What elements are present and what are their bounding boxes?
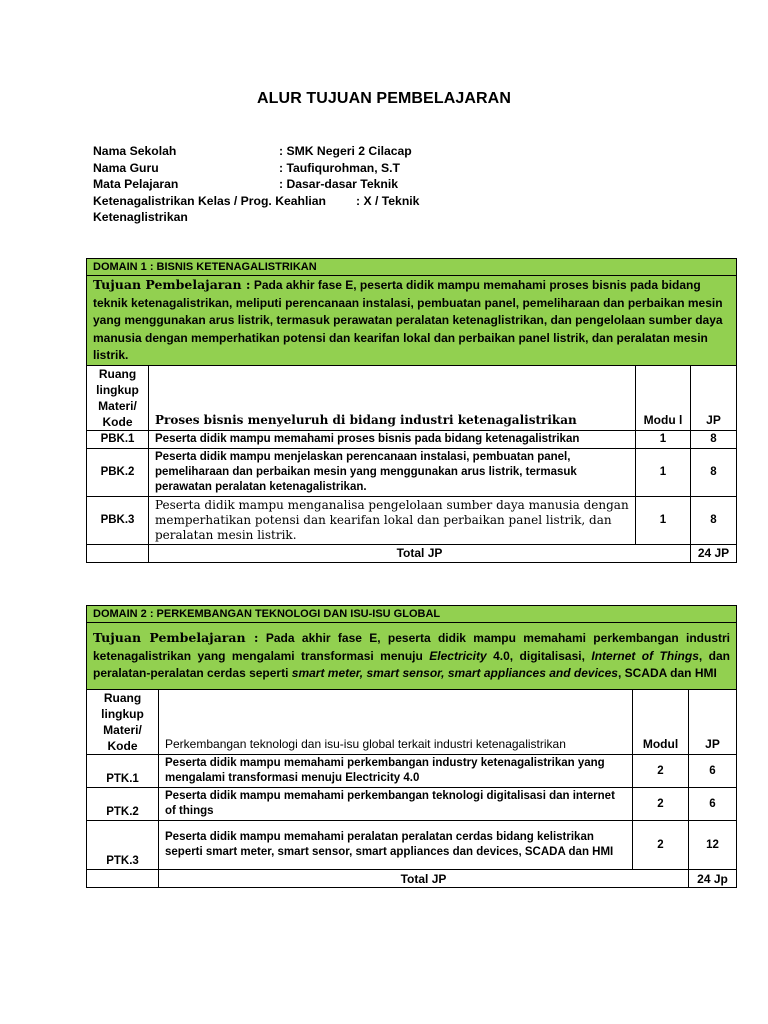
table-row — [87, 496, 737, 544]
row-jp: 12 — [689, 821, 737, 870]
domain2-goal-lead: Tujuan Pembelajaran : — [93, 630, 259, 646]
table-row — [87, 821, 737, 870]
domain2-column-header — [87, 690, 737, 755]
class-row — [93, 193, 433, 210]
domain2-col-modul: Modul — [633, 690, 689, 755]
page-title: ALUR TUJUAN PEMBELAJARAN — [257, 90, 511, 107]
domain2-goal-d: Internet of Things — [591, 648, 699, 663]
domain1-header: DOMAIN 1 : BISNIS KETENAGALISTRIKAN — [87, 259, 737, 276]
class-continued-row — [93, 209, 433, 226]
class-value: : X / Teknik — [356, 193, 420, 208]
teacher-row — [93, 160, 433, 177]
row-text: Peserta didik mampu menganalisa pengelolaan sumber daya manusia dengan memperhatikan potensi dan kearifan lokal dan perbaikan panel listrik, dan peralatan mesin listrik. — [149, 496, 636, 544]
row-jp: 8 — [691, 496, 737, 544]
row-code: PTK.1 — [87, 755, 159, 788]
domain2-goal-f: smart meter, smart sensor, smart appliances and devices — [291, 666, 618, 681]
domain2-goal — [87, 623, 737, 690]
domain2-goal-row — [87, 623, 737, 690]
domain2-goal-e: , dan peralatan-peralatan cerdas seperti — [93, 648, 730, 681]
teacher-value: : Taufiqurohman, S.T — [279, 160, 400, 175]
school-row — [93, 143, 433, 160]
teacher-label: Nama Guru — [93, 160, 159, 175]
row-code: PBK.1 — [87, 430, 149, 448]
row-text: Peserta didik mampu menjelaskan perencanaan instalasi, pembuatan panel, pemeliharaan dan perbaikan mesin yang menggunakan arus listrik, termasuk perawatan peralatan ketenagalistrikan. — [149, 448, 636, 496]
domain2-total-value: 24 Jp — [689, 870, 737, 888]
domain1-total-row — [87, 544, 737, 562]
class-continued: Ketenaglistrikan — [93, 210, 188, 224]
total-spacer — [87, 870, 159, 888]
domain2-header: DOMAIN 2 : PERKEMBANGAN TEKNOLOGI DAN ISU-ISU GLOBAL — [87, 606, 737, 623]
domain2-total-row — [87, 870, 737, 888]
table-row — [87, 430, 737, 448]
domain1-goal-row — [87, 276, 737, 366]
subject-value: : Dasar-dasar Teknik — [279, 177, 398, 191]
domain2-goal-g: , SCADA dan HMI — [617, 666, 717, 681]
domain1-goal-lead: Tujuan Pembelajaran : — [93, 277, 251, 292]
domain2-goal-a: Pada akhir fase E, peserta didik mampu memahami perkembangan industri ketenagalistrikan yang mengalami transformasi menuju — [93, 631, 730, 663]
domain1-header-row — [87, 259, 737, 276]
school-value: : SMK Negeri 2 Cilacap — [279, 144, 412, 158]
row-text: Peserta didik mampu memahami perkembangan industry ketenagalistrikan yang mengalami transformasi menuju Electricity 4.0 — [159, 755, 633, 788]
identity-block — [93, 143, 433, 226]
domain1-col-code: Ruang lingkup Materi/ Kode — [87, 365, 149, 430]
domain1-table — [86, 258, 737, 563]
domain1-col-jp: JP — [691, 365, 737, 430]
table-row — [87, 448, 737, 496]
row-modul: 2 — [633, 788, 689, 821]
subject-row — [93, 176, 433, 193]
row-text: Peserta didik mampu memahami perkembangan teknologi digitalisasi dan internet of things — [159, 788, 633, 821]
row-code: PBK.2 — [87, 448, 149, 496]
domain2-goal-b: Electricity — [429, 648, 487, 663]
row-modul: 1 — [636, 448, 691, 496]
total-spacer — [87, 544, 149, 562]
table-row — [87, 755, 737, 788]
row-modul: 2 — [633, 755, 689, 788]
row-jp: 8 — [691, 448, 737, 496]
domain1-goal-text: Pada akhir fase E, peserta didik mampu memahami proses bisnis pada bidang teknik ketenagalistrikan, meliputi perencanaan instalasi, pembuatan panel, pemeliharaan dan perbaikan mesin yang menggunakan arus listrik, termasuk perawatan peralatan ketenaglistrikan, dan pengelolaan sumber daya manusia dengan memperhatikan potensi dan kearifan lokal dan perbaikan panel listrik, dan peralatan mesin listrik. — [93, 278, 723, 362]
domain2-col-code: Ruang lingkup Materi/ Kode — [87, 690, 159, 755]
row-modul: 1 — [636, 430, 691, 448]
row-code: PBK.3 — [87, 496, 149, 544]
row-text: Peserta didik mampu memahami peralatan peralatan cerdas bidang kelistrikan seperti smart meter, smart sensor, smart appliances dan devices, SCADA dan HMI — [159, 821, 633, 870]
class-label: Ketenagalistrikan Kelas / Prog. Keahlian — [93, 193, 326, 208]
row-jp: 6 — [689, 755, 737, 788]
school-label: Nama Sekolah — [93, 144, 177, 158]
row-text: Peserta didik mampu memahami proses bisnis pada bidang ketenagalistrikan — [149, 430, 636, 448]
domain2-header-row — [87, 606, 737, 623]
domain2-goal-c: 4.0, digitalisasi, — [486, 648, 592, 663]
domain2-col-desc: Perkembangan teknologi dan isu-isu global terkait industri ketenagalistrikan — [159, 690, 633, 755]
subject-label: Mata Pelajaran — [93, 177, 179, 191]
row-modul: 2 — [633, 821, 689, 870]
domain2-table — [86, 605, 737, 888]
table-row — [87, 788, 737, 821]
row-jp: 8 — [691, 430, 737, 448]
domain1-total-value: 24 JP — [691, 544, 737, 562]
domain1-column-header — [87, 365, 737, 430]
row-modul: 1 — [636, 496, 691, 544]
domain2-col-jp: JP — [689, 690, 737, 755]
domain1-total-label: Total JP — [149, 544, 691, 562]
row-code: PTK.3 — [87, 821, 159, 870]
row-code: PTK.2 — [87, 788, 159, 821]
domain2-total-label: Total JP — [159, 870, 689, 888]
domain1-col-desc: Proses bisnis menyeluruh di bidang industri ketenagalistrikan — [149, 365, 636, 430]
domain1-col-modul: Modu l — [636, 365, 691, 430]
domain1-goal — [87, 276, 737, 366]
row-jp: 6 — [689, 788, 737, 821]
